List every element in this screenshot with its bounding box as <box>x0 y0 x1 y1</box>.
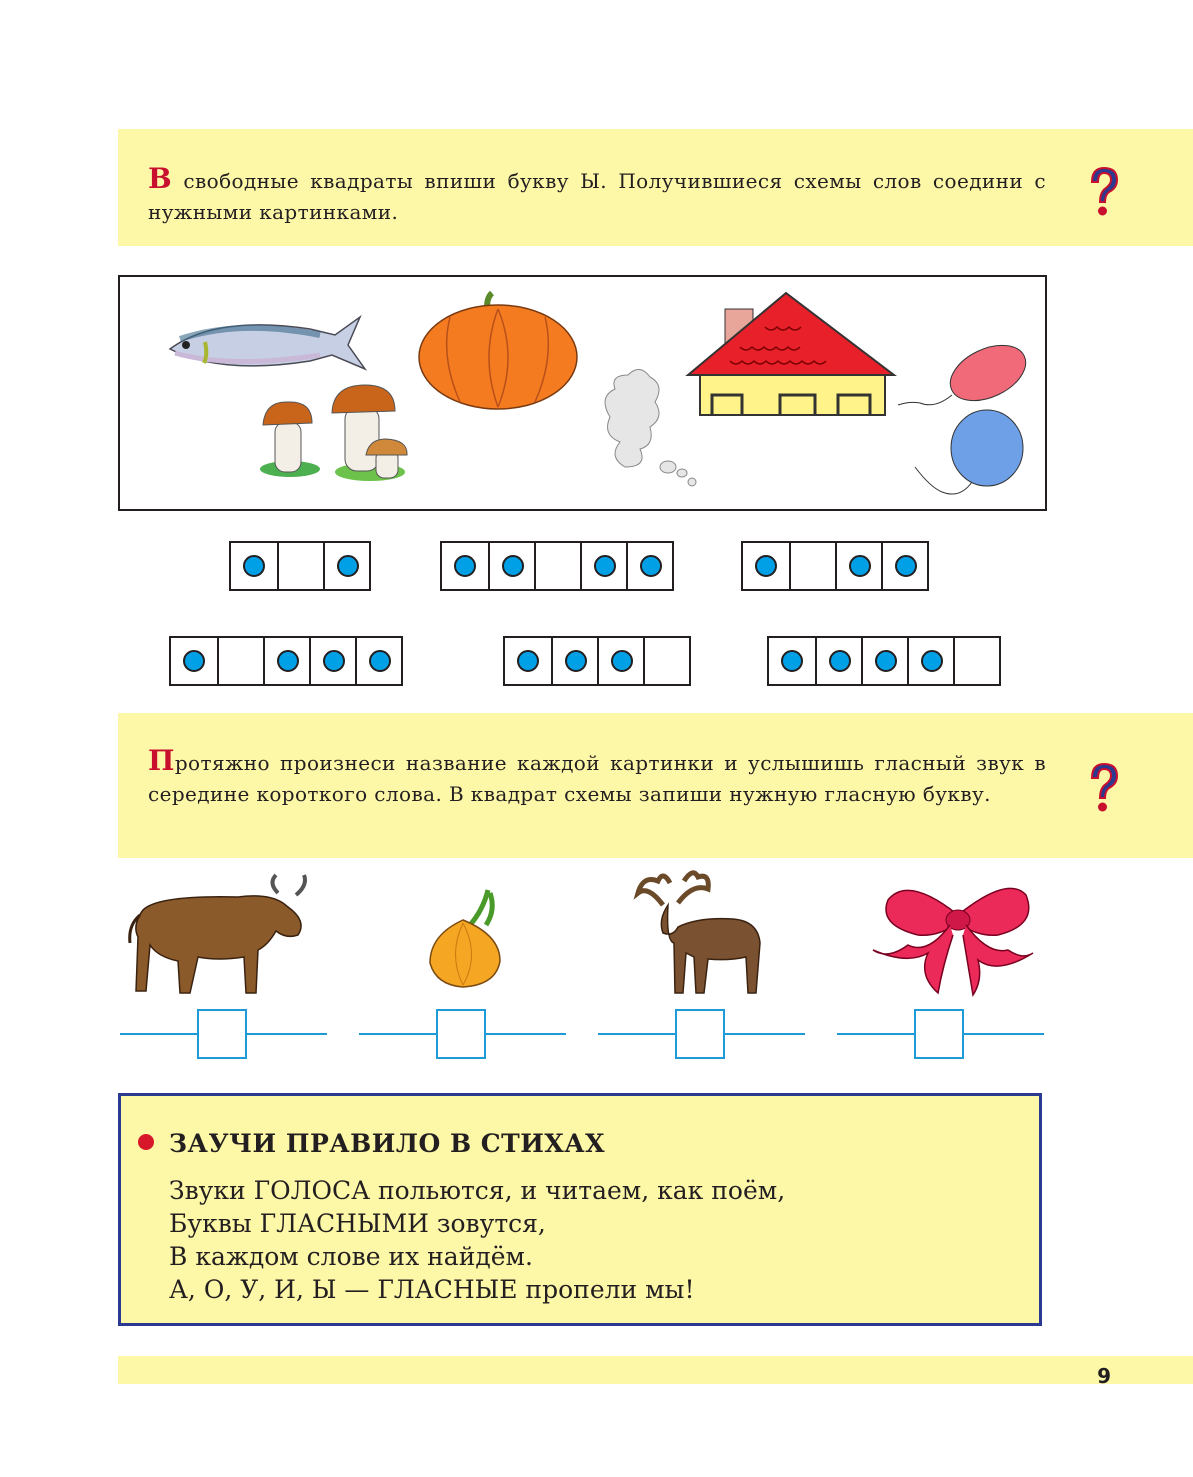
vowel-dot-icon <box>565 650 587 672</box>
scheme-cell[interactable] <box>907 638 953 684</box>
picture-scene <box>118 275 1047 511</box>
scheme-cell-empty[interactable] <box>217 638 263 684</box>
scheme-cell[interactable] <box>505 638 551 684</box>
mushrooms-picture <box>260 385 407 481</box>
scheme-cell[interactable] <box>626 543 672 589</box>
footer-band <box>118 1356 1193 1388</box>
scheme-cell[interactable] <box>442 543 488 589</box>
task-1-text <box>148 163 1046 228</box>
rule-box <box>118 1093 1042 1326</box>
scheme-cell[interactable] <box>551 638 597 684</box>
poem-line: Звуки ГОЛОСА польются, и читаем, как поём, <box>169 1176 786 1205</box>
question-mark-icon <box>1084 758 1124 818</box>
vowel-dot-icon <box>337 555 359 577</box>
vowel-dot-icon <box>277 650 299 672</box>
scheme-cell[interactable] <box>743 543 789 589</box>
word-scheme-5 <box>503 636 691 686</box>
pumpkin-picture <box>419 293 577 409</box>
scheme-cell[interactable] <box>488 543 534 589</box>
answer-box-3[interactable] <box>675 1009 725 1059</box>
vowel-dot-icon <box>875 650 897 672</box>
poem-line: В каждом слове их найдём. <box>169 1242 533 1271</box>
vowel-dot-icon <box>921 650 943 672</box>
smoke-picture <box>605 369 696 486</box>
scheme-cell-empty[interactable] <box>789 543 835 589</box>
word-scheme-6 <box>767 636 1001 686</box>
word-scheme-2 <box>440 541 674 591</box>
vowel-dot-icon <box>849 555 871 577</box>
vowel-dot-icon <box>640 555 662 577</box>
onion-picture <box>430 890 500 987</box>
scheme-cell[interactable] <box>580 543 626 589</box>
vowel-dot-icon <box>323 650 345 672</box>
vowel-dot-icon <box>183 650 205 672</box>
task-2-body: ротяжно произнеси название каждой картинки и услышишь гласный звук в середине короткого слова. В квадрат схемы запиши нужную гласную букву. <box>148 751 1046 806</box>
scheme-cell[interactable] <box>355 638 401 684</box>
scheme-cell[interactable] <box>171 638 217 684</box>
answer-box-2[interactable] <box>436 1009 486 1059</box>
scheme-cell[interactable] <box>881 543 927 589</box>
vowel-dot-icon <box>517 650 539 672</box>
scheme-cell-empty[interactable] <box>643 638 689 684</box>
page-number: 9 <box>1097 1364 1111 1388</box>
scheme-cell[interactable] <box>835 543 881 589</box>
balloons-picture <box>898 334 1034 494</box>
poem-line: Буквы ГЛАСНЫМИ зовутся, <box>169 1209 546 1238</box>
vowel-dot-icon <box>369 650 391 672</box>
word-scheme-4 <box>169 636 403 686</box>
scheme-cell[interactable] <box>323 543 369 589</box>
fish-picture <box>170 317 365 369</box>
bow-picture <box>873 888 1033 995</box>
scheme-cell[interactable] <box>309 638 355 684</box>
vowel-dot-icon <box>502 555 524 577</box>
scheme-cell[interactable] <box>769 638 815 684</box>
vowel-dot-icon <box>781 650 803 672</box>
answer-box-1[interactable] <box>197 1009 247 1059</box>
scheme-cell[interactable] <box>231 543 277 589</box>
vowel-dot-icon <box>243 555 265 577</box>
bull-picture <box>130 875 305 993</box>
scheme-cell-empty[interactable] <box>277 543 323 589</box>
scheme-cell[interactable] <box>815 638 861 684</box>
task-1-body: свободные квадраты впиши букву Ы. Получившиеся схемы слов соедини с нужными картинками. <box>148 169 1046 224</box>
scheme-cell[interactable] <box>861 638 907 684</box>
poem <box>169 1174 785 1306</box>
moose-picture <box>638 873 760 993</box>
vowel-dot-icon <box>594 555 616 577</box>
vowel-dot-icon <box>755 555 777 577</box>
scheme-cell[interactable] <box>597 638 643 684</box>
word-scheme-1 <box>229 541 371 591</box>
scheme-cell-empty[interactable] <box>534 543 580 589</box>
task-2-text <box>148 745 1046 810</box>
house-picture <box>688 293 894 415</box>
word-scheme-3 <box>741 541 929 591</box>
vowel-dot-icon <box>454 555 476 577</box>
vowel-dot-icon <box>829 650 851 672</box>
rule-title: ЗАУЧИ ПРАВИЛО В СТИХАХ <box>169 1129 606 1158</box>
scheme-cell[interactable] <box>263 638 309 684</box>
animals-row <box>118 865 1048 1000</box>
task-1-initial: В <box>148 162 173 195</box>
bullet-icon <box>138 1134 154 1150</box>
vowel-dot-icon <box>611 650 633 672</box>
vowel-dot-icon <box>895 555 917 577</box>
question-mark-icon <box>1084 162 1124 222</box>
task-2-initial: П <box>148 744 175 777</box>
scheme-cell-empty[interactable] <box>953 638 999 684</box>
poem-line: А, О, У, И, Ы — ГЛАСНЫЕ пропели мы! <box>169 1275 695 1304</box>
answer-box-4[interactable] <box>914 1009 964 1059</box>
